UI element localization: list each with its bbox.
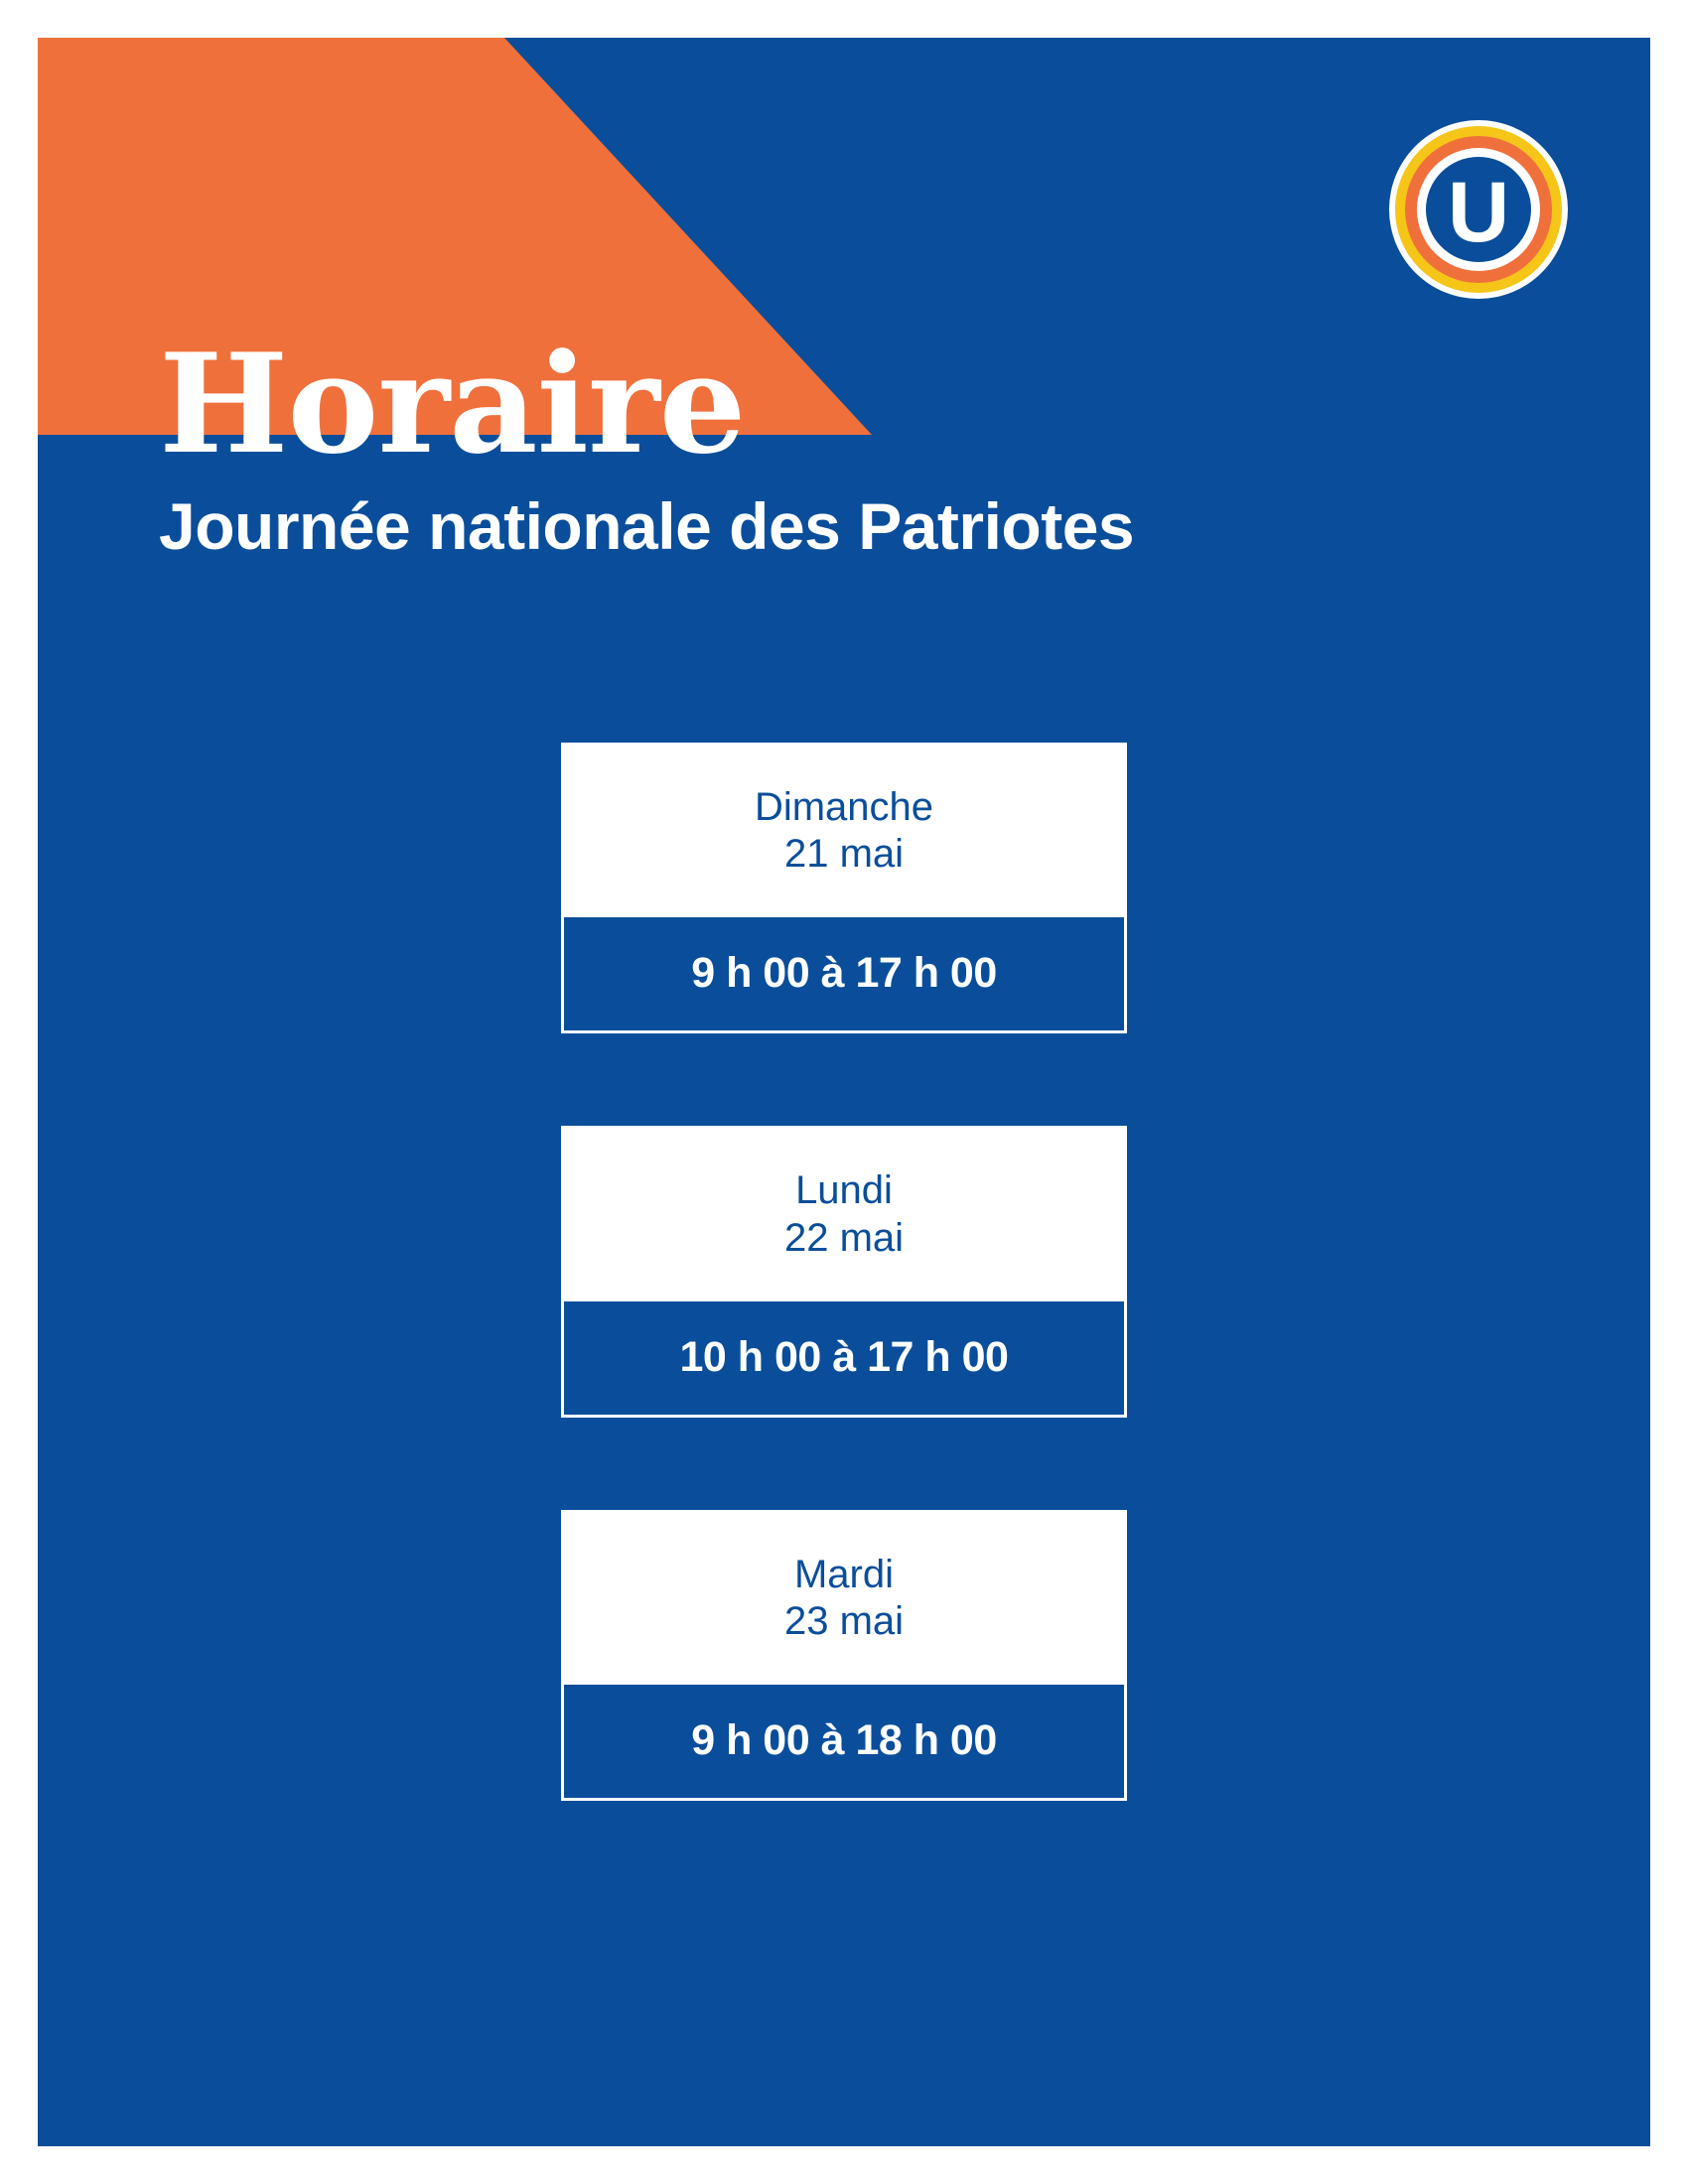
page-subtitle: Journée nationale des Patriotes bbox=[159, 489, 1135, 563]
day-date: 22 mai bbox=[783, 1215, 905, 1260]
schedule-card-day bbox=[561, 743, 1127, 917]
schedule-card bbox=[561, 1510, 1127, 1801]
day-hours: 9 h 00 à 18 h 00 bbox=[561, 1685, 1127, 1801]
schedule-list bbox=[38, 743, 1650, 1893]
schedule-card bbox=[561, 1126, 1127, 1417]
svg-text:U: U bbox=[1447, 165, 1510, 260]
schedule-card-day bbox=[561, 1126, 1127, 1300]
day-hours: 9 h 00 à 17 h 00 bbox=[561, 917, 1127, 1033]
day-name: Lundi bbox=[795, 1168, 893, 1213]
day-date: 21 mai bbox=[783, 832, 905, 877]
university-logo bbox=[1384, 115, 1573, 304]
day-name: Dimanche bbox=[754, 785, 934, 829]
day-name: Mardi bbox=[793, 1552, 895, 1596]
day-hours: 10 h 00 à 17 h 00 bbox=[561, 1301, 1127, 1418]
schedule-card bbox=[561, 743, 1127, 1033]
poster bbox=[38, 38, 1650, 2146]
page-title: Horaire bbox=[159, 323, 746, 484]
day-date: 23 mai bbox=[783, 1598, 905, 1643]
title-block bbox=[159, 323, 1549, 564]
schedule-card-day bbox=[561, 1510, 1127, 1685]
